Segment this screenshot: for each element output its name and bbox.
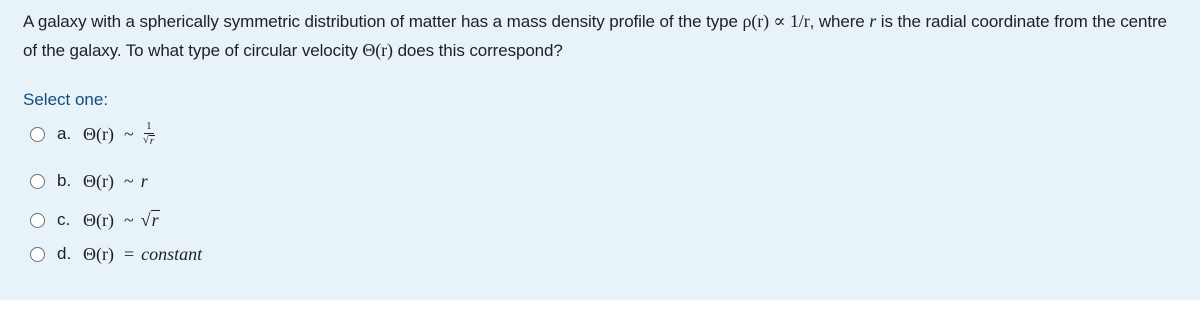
option-rhs-d: constant [141,243,203,264]
radicand-c: r [151,209,159,230]
option-formula-c [83,210,160,231]
answer-option-b[interactable] [30,168,148,194]
radicand: r [149,135,155,147]
question-text-part-2: , where [809,12,870,31]
question-text-part-4: does this correspond? [392,41,563,60]
fraction-numerator: 1 [146,120,152,132]
option-relation-d: = [123,243,135,264]
option-relation-c: ~ [123,209,134,230]
option-letter-a: a. [57,124,72,143]
fraction-denominator [143,134,155,147]
sqrt-symbol-c: √ [140,209,151,230]
option-lhs-d: Θ(r) [83,243,114,264]
question-text-part-3: is the radial coordinate from the centre of the galaxy. To what type of circular velocity [23,12,1167,60]
option-formula-b [83,171,148,192]
option-lhs-a: Θ(r) [83,123,114,144]
option-relation-b: ~ [123,170,134,191]
radio-button-c[interactable] [30,213,45,228]
question-text-part-1: A galaxy with a spherically symmetric distribution of matter has a mass density profile of the type [23,12,743,31]
select-one-prompt: Select one: [23,90,109,109]
radio-button-a[interactable] [30,127,45,142]
option-letter-b: b. [57,171,72,190]
velocity-expression: Θ(r) [362,40,393,60]
radio-button-b[interactable] [30,174,45,189]
option-formula-d [83,244,202,265]
answer-option-d[interactable] [30,241,202,267]
radio-button-d[interactable] [30,247,45,262]
proportional-symbol: ∝ [769,11,790,31]
radial-variable: r [869,11,877,31]
answer-option-c[interactable] [30,207,160,233]
density-expression: ρ(r) [742,11,770,31]
option-letter-c: c. [57,210,71,229]
option-formula-a [83,121,155,147]
option-letter-d: d. [57,244,72,263]
question-text [23,7,1183,65]
sqrt-r-expression [141,210,160,231]
fraction-one-over-sqrt-r [143,121,155,147]
sqrt-symbol: √ [142,134,149,146]
inverse-r-expression: 1/r [789,11,810,31]
option-lhs-c: Θ(r) [83,209,114,230]
option-rhs-b: r [140,170,148,191]
option-relation-a: ~ [123,123,134,144]
option-lhs-b: Θ(r) [83,170,114,191]
answer-option-a[interactable] [30,121,155,147]
